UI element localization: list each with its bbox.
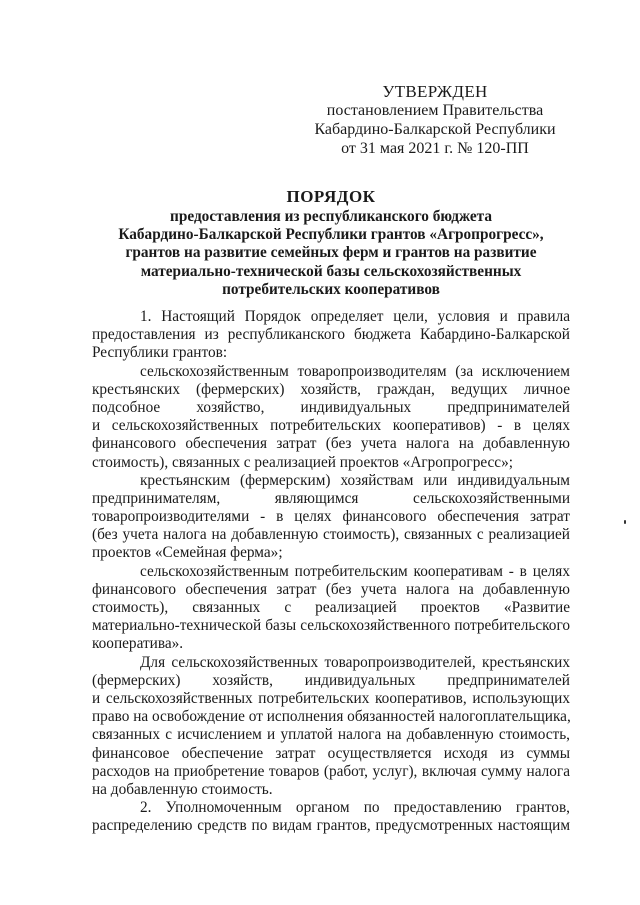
body-line: финансового обеспечения затрат (без учета налога на добавленную	[92, 435, 570, 453]
title-line: предоставления из республиканского бюджета	[170, 208, 492, 225]
body-line: крестьянским (фермерским) хозяйствам или индивидуальным	[140, 471, 570, 489]
approval-stamp	[300, 82, 570, 158]
body-line: кооператива».	[92, 635, 184, 653]
body-line: распределению средств по видам грантов, предусмотренных настоящим	[92, 817, 570, 835]
body-line: стоимость), связанных с реализацией проектов «Развитие	[92, 599, 570, 616]
body-line: крестьянских (фермерских) хозяйств, граждан, ведущих личное	[92, 380, 570, 398]
body-line: расходов на приобретение товаров (работ, услуг), включая сумму налога	[92, 762, 570, 780]
approval-line: постановлением Правительства	[326, 102, 544, 119]
body-line: подсобное хозяйство, индивидуальных предпринимателей	[92, 398, 570, 416]
body-line: (без учета налога на добавленную стоимость), связанных с реализацией	[92, 526, 570, 544]
approval-heading: УТВЕРЖДЕН	[382, 82, 488, 101]
body-line: сельскохозяйственным товаропроизводителям (за исключением	[140, 362, 570, 380]
title-line: Кабардино-Балкарской Республики грантов «Агропрогресс»,	[118, 226, 544, 244]
body-line: связанных с исчислением и уплатой налога на добавленную стоимость,	[92, 726, 570, 744]
document-body	[92, 308, 570, 835]
scan-speck	[624, 520, 626, 524]
approval-date-line: от 31 мая 2021 г. № 120-ПП	[341, 140, 529, 157]
body-line: 1. Настоящий Порядок определяет цели, условия и правила	[140, 308, 570, 325]
body-line: финансовое обеспечение затрат осуществляется исходя из суммы	[92, 744, 570, 762]
document-title	[92, 186, 570, 299]
body-line: предпринимателям, являющимся сельскохозяйственными	[92, 489, 570, 507]
title-line: материально-технической базы сельскохозяйственных	[140, 262, 522, 280]
body-line: Республики грантов:	[92, 344, 228, 362]
body-line: финансового обеспечения затрат (без учета налога на добавленную	[92, 580, 570, 598]
title-heading: ПОРЯДОК	[286, 187, 376, 206]
title-line: потребительских кооперативов	[222, 280, 440, 298]
body-line: стоимость), связанных с реализацией проектов «Агропрогресс»;	[92, 453, 513, 471]
body-line: материально-технической базы сельскохозяйственного потребительского	[92, 617, 570, 635]
body-line: и сельскохозяйственных потребительских кооперативов) - в целях	[92, 417, 570, 435]
title-line: грантов на развитие семейных ферм и грантов на развитие	[125, 244, 537, 262]
approval-line: Кабардино-Балкарской Республики	[314, 121, 556, 138]
body-line: товаропроизводителями - в целях финансового обеспечения затрат	[92, 508, 570, 526]
body-line: на добавленную стоимость.	[92, 780, 273, 798]
body-line: право на освобождение от исполнения обязанностей налогоплательщика,	[92, 708, 571, 726]
body-line: (фермерских) хозяйств, индивидуальных предпринимателей	[92, 671, 570, 689]
body-line: сельскохозяйственным потребительским кооперативам - в целях	[140, 562, 570, 580]
body-line: Для сельскохозяйственных товаропроизводителей, крестьянских	[140, 653, 570, 671]
body-line: и сельскохозяйственных потребительских кооперативов, использующих	[92, 689, 570, 707]
body-line: предоставления из республиканского бюджета Кабардино-Балкарской	[92, 326, 570, 344]
body-line: проектов «Семейная ферма»;	[92, 544, 283, 562]
body-line: 2. Уполномоченным органом по предоставлению грантов,	[140, 799, 570, 817]
